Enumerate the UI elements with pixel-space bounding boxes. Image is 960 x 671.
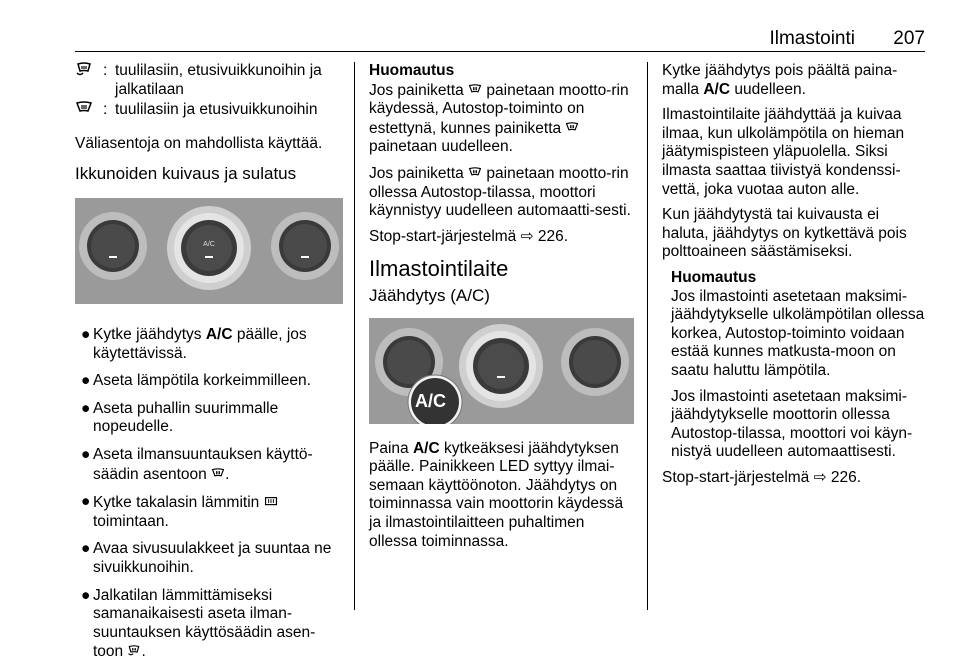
list-item: ● Kytke takalasin lämmitin toimintaan.: [75, 493, 343, 531]
paragraph: Paina A/C kytkeäksesi jäähdytyksen päälle. Painikkeen LED syttyy ilmai-semaan käyttöönoton. Jäähdytys on toiminnassa vain moottorin käydessä ja ilmastointilaitteen puhaltimen ollessa toiminnassa.: [369, 439, 624, 550]
page-header: [75, 28, 925, 48]
section-title: Ilmastointi: [769, 28, 855, 49]
defrost-windshield-icon: [211, 465, 225, 484]
note-paragraph: Jos painiketta painetaan mootto-rin ollessa Autostop-tilassa, moottori käynnistyy uudelleen automaatti-sesti.: [369, 164, 631, 220]
paragraph: Kytke jäähdytys pois päältä paina-malla A/C uudelleen.: [662, 62, 898, 98]
list-item: ● Aseta lämpötila korkeimmilleen.: [81, 372, 311, 390]
list-item: ● Aseta puhallin suurimmalle nopeudelle.: [81, 399, 279, 436]
paragraph: Kun jäähdytystä tai kuivausta ei haluta, jäähdytys on kytkettävä pois polttoaineen säästämiseksi.: [662, 206, 907, 261]
list-item: ● Aseta ilmansuuntauksen käyttö-säädin asentoon .: [81, 445, 313, 483]
note-box: [671, 269, 927, 462]
subheading: Ikkunoiden kuivaus ja sulatus: [75, 164, 297, 184]
note-title: Huomautus: [671, 268, 757, 286]
climate-controls-photo: [75, 198, 343, 304]
defrost-windshield-side-icon: [75, 62, 103, 99]
column-2: [369, 62, 634, 558]
ac-button-photo: [369, 318, 634, 424]
note-paragraph: Jos ilmastointi asetetaan maksimi-jäähdytykselle moottorin ollessa Autostop-tilassa, moottori voi käyn-nistyä uudelleen automaattisesti.: [671, 387, 913, 461]
defrost-windshield-icon: [565, 119, 579, 138]
key-item: : tuulilasiin ja etusivuikkunoihin: [75, 101, 343, 121]
defrost-windshield-icon: [75, 101, 103, 121]
paragraph: Väliasentoja on mahdollista käyttää.: [75, 134, 323, 152]
key-item-text: tuulilasiin ja etusivuikkunoihin: [115, 101, 318, 119]
list-item: ● Avaa sivusuulakkeet ja suuntaa ne sivuikkunoihin.: [81, 540, 332, 576]
note-title: Huomautus: [369, 62, 455, 79]
defrost-windshield-icon: [468, 81, 482, 100]
arrow-icon: ⇨: [520, 227, 534, 245]
column-divider-2: [647, 62, 648, 610]
column-1: [75, 62, 343, 671]
paragraph: Ilmastointilaite jäähdyttää ja kuivaa ilmaa, kun ulkolämpötila on hieman jäätymispisteen yläpuolella. Siksi ilmasta saattaa tiivistyä kondenssi-vettä, joka vuotaa auton alle.: [662, 106, 905, 198]
note-paragraph: Jos painiketta painetaan mootto-rin käydessä, Autostop-toiminto on estettynä, kunnes painiketta painetaan uudelleen.: [369, 81, 629, 156]
cross-reference[interactable]: Stop-start-järjestelmä ⇨ 226.: [662, 468, 862, 486]
note-box: [369, 62, 634, 221]
cross-reference[interactable]: Stop-start-järjestelmä ⇨ 226.: [369, 227, 569, 245]
list-item: ● Kytke jäähdytys A/C päälle, jos käytettävissä.: [81, 325, 307, 362]
list-item: ● Jalkatilan lämmittämiseksi samanaikaisesti aseta ilman-suuntauksen käyttösäädin asen-toon .: [81, 586, 316, 661]
section-heading: Ilmastointilaite: [369, 256, 509, 282]
defrost-windshield-icon: [468, 164, 482, 183]
key-item: : tuulilasiin, etusivuikkunoihin ja jalkatilaan: [75, 62, 343, 99]
arrow-icon: ⇨: [813, 468, 827, 486]
note-paragraph: Jos ilmastointi asetetaan maksimi-jäähdytykselle ulkolämpötilan ollessa korkea, Autostop-toiminto voidaan estää kunnes matkusta-moon on saatu haluttu lämpötila.: [671, 287, 925, 379]
header-rule: [75, 51, 925, 52]
rear-window-heater-icon: [264, 493, 278, 512]
svg-text:A/C: A/C: [203, 240, 215, 248]
defrost-windshield-side-icon: [127, 642, 141, 661]
column-divider-1: [354, 62, 355, 610]
subsection-heading: Jäähdytys (A/C): [369, 285, 490, 305]
column-3: [662, 62, 927, 494]
bullet-list: [75, 326, 343, 662]
ac-button-label: A/C: [415, 390, 446, 411]
page-number: 207: [893, 28, 925, 49]
key-item-text: tuulilasiin, etusivuikkunoihin ja jalkatilaan: [115, 62, 322, 98]
